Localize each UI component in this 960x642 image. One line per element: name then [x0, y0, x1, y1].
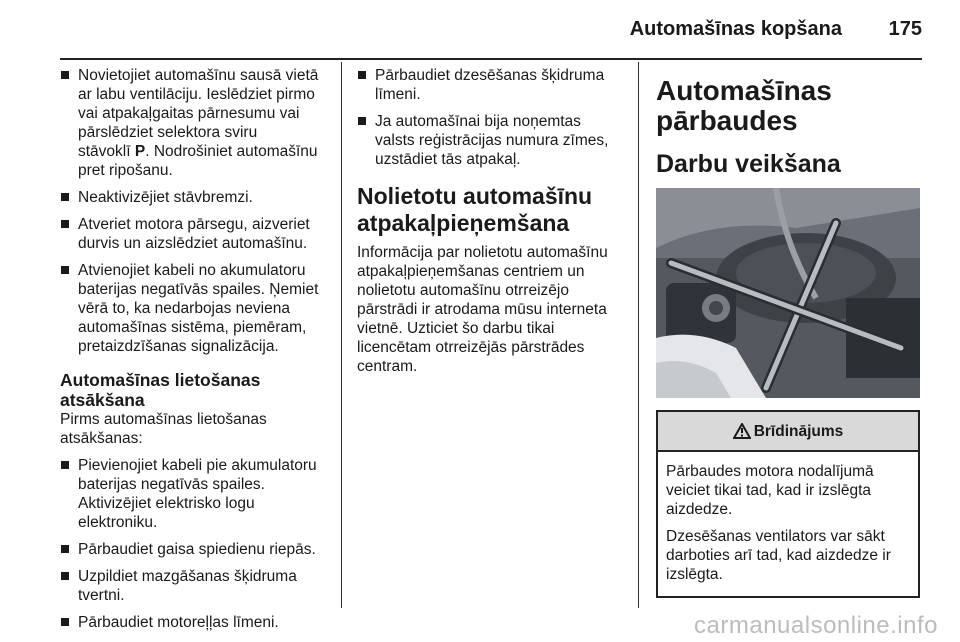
column-2: [357, 66, 622, 384]
chapter-heading: Automašīnas pārbaudes: [656, 75, 832, 136]
bullet-square-icon: [61, 220, 69, 228]
running-header-title: Automašīnas kopšana: [629, 18, 842, 40]
column-divider: [638, 62, 639, 608]
list-item: Novietojiet automašīnu sausā vietā ar labu ventilāciju. Ieslēdziet pirmo vai atpakaļgaitas pārnesumu vai pārslēdziet selektora sviru stāvoklī P. Nodrošiniet automašīnu pret ripošanu.: [60, 66, 335, 180]
column-3: [656, 76, 920, 598]
header-rule: [60, 58, 922, 60]
warning-paragraph: Dzesēšanas ventilators var sākt darboties arī tad, kad aizdedze ir izslēgta.: [666, 528, 891, 583]
bullet-square-icon: [358, 71, 366, 79]
bullet-square-icon: [61, 618, 69, 626]
bullet-square-icon: [61, 266, 69, 274]
column-divider: [341, 62, 342, 608]
list-item: Pārbaudiet dzesēšanas šķidruma līmeni.: [357, 66, 622, 104]
gear-position-label: P: [134, 143, 146, 160]
bullet-square-icon: [61, 545, 69, 553]
list-item: Pārbaudiet gaisa spiedienu riepās.: [60, 540, 335, 559]
warning-box: [656, 410, 920, 598]
section-subheading: Automašīnas lietošanas atsākšana: [60, 370, 261, 410]
storage-steps-continued-list: [357, 66, 622, 169]
restart-steps-list: [60, 456, 335, 632]
column-1: [60, 66, 335, 640]
section-heading: Nolietotu automašīnu atpakaļpieņemšana: [357, 183, 593, 236]
list-item: Atvienojiet kabeli no akumulatoru baterijas negatīvās spailes. Ņemiet vērā to, ka nedarbojas neviena automašīnas sistēma, piemēram, pretaizdzīšanas signalizācija.: [60, 261, 335, 356]
section-heading: Darbu veikšana: [656, 150, 841, 178]
bullet-square-icon: [61, 461, 69, 469]
list-item: Pievienojiet kabeli pie akumulatoru baterijas negatīvās spailes. Aktivizējiet elektrisko logu elektroniku.: [60, 456, 335, 532]
recycling-paragraph: Informācija par nolietotu automašīnu atpakaļpieņemšanas centriem un nolietotu automašīnu otrreizējo pārstrādi ir atrodama mūsu interneta vietnē. Uzticiet šo darbu tikai licencētam otrreizējās pārstrādes centram.: [357, 244, 608, 375]
list-item: Neaktivizējiet stāvbremzi.: [60, 188, 335, 207]
list-item: Ja automašīnai bija noņemtas valsts reģistrācijas numura zīmes, uzstādiet tās atpakaļ.: [357, 112, 622, 169]
bullet-square-icon: [61, 71, 69, 79]
warning-paragraph: Pārbaudes motora nodalījumā veiciet tikai tad, kad ir izslēgta aizdedze.: [666, 463, 874, 518]
warning-title: Brīdinājums: [753, 422, 844, 440]
watermark: carmanualsonline.info: [694, 612, 938, 639]
warning-triangle-icon: [733, 423, 751, 439]
bullet-square-icon: [61, 572, 69, 580]
storage-steps-list: [60, 66, 335, 356]
warning-header: [658, 412, 918, 452]
bullet-square-icon: [61, 193, 69, 201]
intro-paragraph: Pirms automašīnas lietošanas atsākšanas:: [60, 411, 267, 447]
page-number: 175: [888, 18, 922, 40]
list-item: Uzpildiet mazgāšanas šķidruma tvertni.: [60, 567, 335, 605]
list-item: Atveriet motora pārsegu, aizveriet durvis un aizslēdziet automašīnu.: [60, 215, 335, 253]
list-item: Pārbaudiet motoreļļas līmeni.: [60, 613, 335, 632]
bullet-square-icon: [358, 117, 366, 125]
warning-body: [658, 452, 918, 596]
engine-compartment-photo: [656, 188, 920, 398]
